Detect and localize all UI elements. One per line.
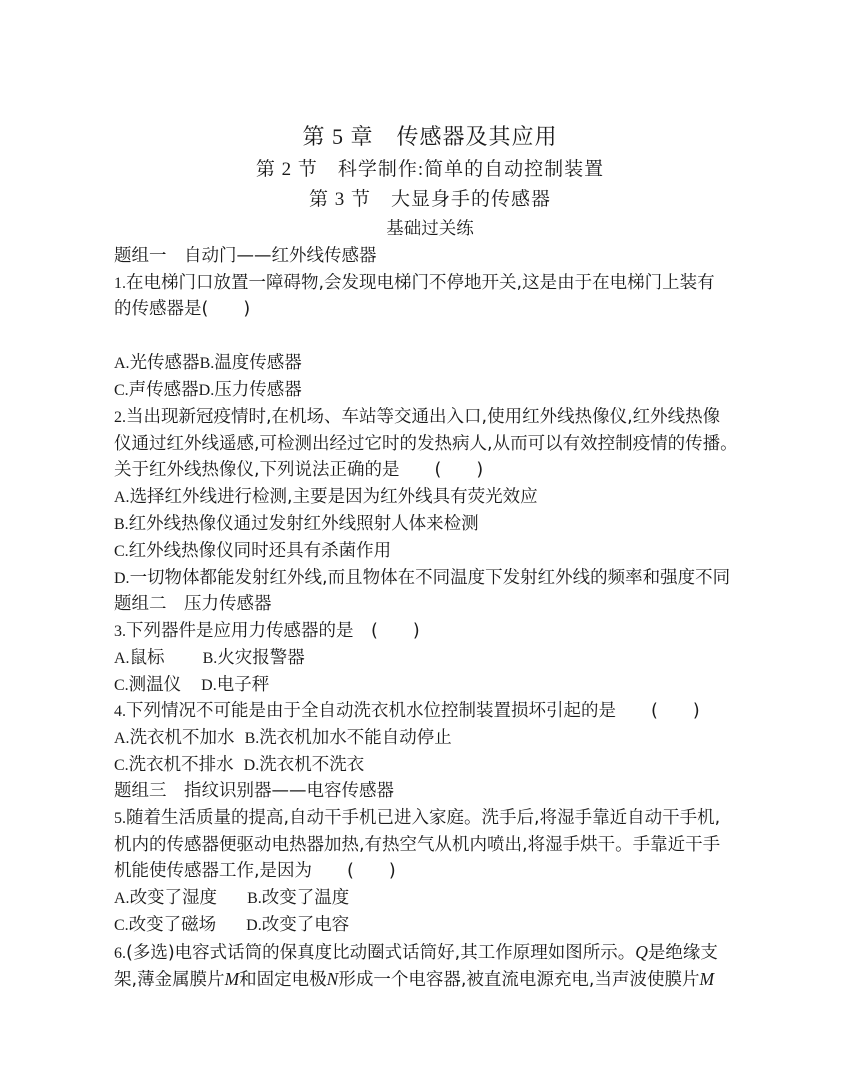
q1-text-1: 在电梯门口放置一障碍物,会发现电梯门不停地开关,这是由于在电梯门上装有 — [126, 273, 715, 293]
q6-text-1b: 是绝缘支 — [647, 943, 718, 963]
q5-option-d-key: D. — [246, 917, 262, 934]
q5-option-d: 改变了电容 — [261, 915, 350, 935]
group-3-heading: 题组三 指纹识别器——电容传感器 — [114, 781, 394, 801]
q6-stem-line2 — [114, 966, 714, 993]
q2-stem-line3: 关于红外线热像仪,下列说法正确的是 ( ) — [114, 460, 484, 480]
q4-option-a-key: A. — [114, 730, 130, 747]
q3-option-d: 电子秤 — [216, 675, 270, 695]
q3-number: 3. — [114, 623, 126, 640]
q1-option-a-key: A. — [114, 355, 130, 372]
q3-option-c: 测温仪 — [128, 675, 182, 695]
q4-stem — [114, 698, 700, 725]
chapter-title: 第 5 章 传感器及其应用 — [302, 124, 558, 149]
q3-option-a: 鼠标 — [129, 648, 165, 668]
q4-text: 下列情况不可能是由于全自动洗衣机水位控制装置损坏引起的是 ( ) — [126, 701, 700, 721]
q1-option-b-key: B. — [199, 355, 215, 372]
q5-number: 5. — [114, 810, 126, 827]
q4-option-b-key: B. — [244, 730, 260, 747]
q1-options-cd — [114, 377, 302, 404]
q6-text-2a: 架,薄金属膜片 — [114, 970, 225, 990]
q6-text-1a: (多选)电容式话筒的保真度比动圈式话筒好,其工作原理如图所示。 — [126, 943, 636, 963]
q1-option-d-key: D. — [198, 382, 215, 399]
group-1-heading: 题组一 自动门——红外线传感器 — [114, 246, 377, 266]
q5-option-c: 改变了磁场 — [128, 915, 217, 935]
q4-option-d-key: D. — [243, 757, 260, 774]
q1-option-c-key: C. — [114, 382, 129, 399]
q1-option-a: 光传感器 — [129, 353, 200, 373]
q4-option-c: 洗衣机不排水 — [128, 755, 234, 775]
q2-number: 2. — [114, 409, 126, 426]
q4-option-d: 洗衣机不洗衣 — [259, 755, 365, 775]
q2-option-b-line — [114, 511, 479, 538]
q6-symbol-q: Q — [635, 942, 648, 962]
q4-option-c-key: C. — [114, 757, 129, 774]
section-3-title: 第 3 节 大显身手的传感器 — [308, 189, 551, 210]
q5-stem-line2: 机内的传感器便驱动电热器加热,有热空气从机内喷出,将湿手烘干。手靠近干手 — [114, 835, 721, 855]
q2-option-b: 红外线热像仪通过发射红外线照射人体来检测 — [128, 514, 479, 534]
q4-options-cd — [114, 752, 364, 779]
q6-symbol-n: N — [326, 969, 339, 989]
q2-option-a-line — [114, 484, 538, 511]
q5-options-cd — [114, 912, 349, 939]
q2-stem-line1 — [114, 404, 720, 431]
q5-option-b-key: B. — [247, 890, 262, 907]
q5-stem-line3: 机能使传感器工作,是因为 ( ) — [114, 861, 396, 881]
q1-stem-line1 — [114, 270, 715, 297]
q3-option-d-key: D. — [201, 677, 217, 694]
q5-option-a-key: A. — [114, 890, 130, 907]
q3-stem — [114, 618, 420, 645]
q2-option-a: 选择红外线进行检测,主要是因为红外线具有荧光效应 — [129, 487, 538, 507]
q4-number: 4. — [114, 703, 126, 720]
q4-options-ab — [114, 725, 452, 752]
q6-symbol-m-2: M — [699, 969, 715, 989]
q1-option-b: 温度传感器 — [214, 353, 302, 373]
q2-option-d: 一切物体都能发射红外线,而且物体在不同温度下发射红外线的频率和强度不同 — [129, 568, 731, 588]
q3-text: 下列器件是应用力传感器的是 ( ) — [126, 621, 420, 641]
q2-option-b-key: B. — [114, 516, 129, 533]
q5-options-ab — [114, 885, 349, 912]
q5-option-b: 改变了温度 — [261, 888, 350, 908]
q6-text-2c: 形成一个电容器,被直流电源充电,当声波使膜片 — [338, 970, 700, 990]
q1-stem-line2: 的传感器是( ) — [114, 299, 251, 319]
q3-option-c-key: C. — [114, 677, 129, 694]
q1-number: 1. — [114, 275, 126, 292]
q6-text-2b: 和固定电极 — [239, 970, 327, 990]
q3-option-b: 火灾报警器 — [217, 648, 305, 668]
q2-option-d-key: D. — [114, 570, 130, 587]
q1-option-c: 声传感器 — [128, 380, 199, 400]
q2-option-c: 红外线热像仪同时还具有杀菌作用 — [128, 541, 392, 561]
q3-options-cd — [114, 672, 269, 699]
q2-text-1: 当出现新冠疫情时,在机场、车站等交通出入口,使用红外线热像仪,红外线热像 — [126, 407, 721, 427]
q2-option-a-key: A. — [114, 489, 130, 506]
q1-options-ab — [114, 350, 302, 377]
q5-stem-line1 — [114, 805, 720, 832]
q3-options-ab — [114, 645, 305, 672]
q6-stem-line1 — [114, 939, 718, 967]
q5-option-a: 改变了湿度 — [129, 888, 218, 908]
q4-option-b: 洗衣机加水不能自动停止 — [259, 728, 452, 748]
q5-option-c-key: C. — [114, 917, 129, 934]
q4-option-a: 洗衣机不加水 — [129, 728, 235, 748]
q3-option-b-key: B. — [202, 650, 218, 667]
q2-option-c-line — [114, 538, 391, 565]
section-2-title: 第 2 节 科学制作:简单的自动控制装置 — [255, 159, 605, 180]
q5-text-1: 随着生活质量的提高,自动干手机已进入家庭。洗手后,将湿手靠近自动干手机, — [126, 808, 721, 828]
exercise-subtitle: 基础过关练 — [386, 219, 474, 239]
q2-stem-line2: 仪通过红外线遥感,可检测出经过它时的发热病人,从而可以有效控制疫情的传播。 — [114, 434, 738, 454]
q3-option-a-key: A. — [114, 650, 130, 667]
group-2-heading: 题组二 压力传感器 — [114, 594, 272, 614]
q6-number: 6. — [114, 945, 126, 962]
q1-option-d: 压力传感器 — [214, 380, 302, 400]
q2-option-c-key: C. — [114, 543, 129, 560]
q6-symbol-m: M — [224, 969, 240, 989]
q2-option-d-line — [114, 565, 730, 592]
